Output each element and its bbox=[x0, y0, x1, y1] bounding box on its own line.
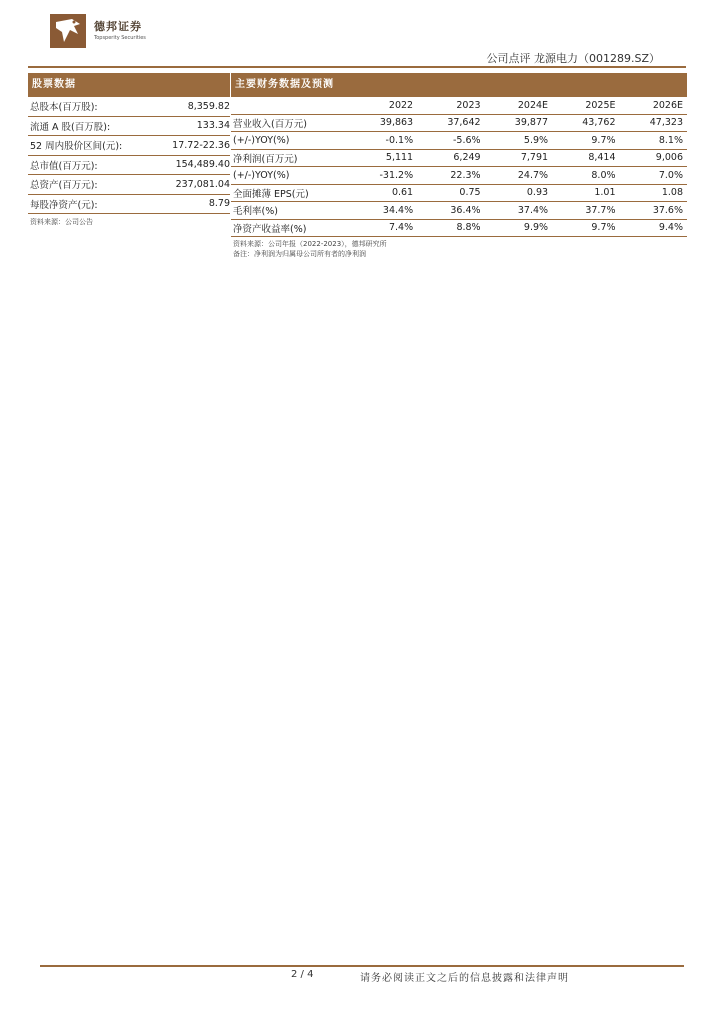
year-header-cell: 2022 bbox=[349, 97, 417, 114]
metric-value-cell: 1.01 bbox=[552, 184, 619, 202]
page-number: 2 / 4 bbox=[291, 969, 314, 980]
stock-data-value: 133.34 bbox=[196, 120, 230, 132]
company-logo bbox=[50, 14, 86, 48]
metric-value-cell: 9.7% bbox=[552, 132, 619, 150]
stock-data-label: 每股净资产(元): bbox=[30, 199, 98, 211]
metric-label: 净资产收益率(%) bbox=[231, 219, 349, 237]
stock-data-value: 154,489.40 bbox=[175, 159, 230, 171]
financials-remark: 备注：净利润为归属母公司所有者的净利润 bbox=[233, 250, 366, 258]
metric-value-cell: -31.2% bbox=[349, 167, 417, 185]
metric-label: 净利润(百万元) bbox=[231, 149, 349, 167]
metric-value-cell: 0.93 bbox=[485, 184, 552, 202]
metric-value-cell: 43,762 bbox=[552, 114, 619, 132]
footer-divider bbox=[40, 965, 684, 967]
brand-name: 德邦证券 bbox=[94, 20, 142, 33]
brand-name-en: Topsperity Securities bbox=[94, 35, 146, 41]
financials-source: 资料来源：公司年报（2022-2023），德邦研究所 bbox=[233, 240, 387, 248]
stock-data-row bbox=[28, 97, 230, 117]
stock-data-label: 52 周内股价区间(元): bbox=[30, 141, 123, 153]
metric-value-cell: 5,111 bbox=[349, 149, 417, 167]
stock-data-value: 8.79 bbox=[208, 198, 230, 210]
metric-value-cell: -5.6% bbox=[417, 132, 484, 150]
stock-data-label: 总市值(百万元): bbox=[30, 160, 98, 172]
metric-value-cell: -0.1% bbox=[349, 132, 417, 150]
metric-label: 毛利率(%) bbox=[231, 202, 349, 220]
metric-value-cell: 37,642 bbox=[417, 114, 484, 132]
header-divider bbox=[28, 66, 686, 68]
financials-row bbox=[231, 202, 687, 220]
stock-data-row bbox=[28, 117, 230, 137]
metric-value-cell: 7.4% bbox=[349, 219, 417, 237]
metric-value-cell: 47,323 bbox=[620, 114, 687, 132]
metric-label: (+/-)YOY(%) bbox=[231, 132, 349, 150]
stock-data-label: 流通 A 股(百万股): bbox=[30, 121, 111, 133]
metric-value-cell: 7.0% bbox=[620, 167, 687, 185]
metric-value-cell: 9,006 bbox=[620, 149, 687, 167]
metric-value-cell: 8.8% bbox=[417, 219, 484, 237]
metric-value-cell: 9.4% bbox=[620, 219, 687, 237]
metric-value-cell: 34.4% bbox=[349, 202, 417, 220]
metric-label: (+/-)YOY(%) bbox=[231, 167, 349, 185]
report-header-title: 公司点评 龙源电力（001289.SZ） bbox=[486, 52, 660, 65]
stock-data-label: 总资产(百万元): bbox=[30, 180, 98, 192]
metric-value-cell: 37.7% bbox=[552, 202, 619, 220]
metric-value-cell: 8,414 bbox=[552, 149, 619, 167]
metric-value-cell: 9.9% bbox=[485, 219, 552, 237]
stock-data-value: 17.72-22.36 bbox=[172, 139, 230, 151]
legal-disclaimer: 请务必阅读正文之后的信息披露和法律声明 bbox=[360, 973, 569, 984]
stock-data-value: 237,081.04 bbox=[175, 178, 230, 190]
financials-row bbox=[231, 184, 687, 202]
year-header-cell: 2026E bbox=[620, 97, 687, 114]
metric-value-cell: 24.7% bbox=[485, 167, 552, 185]
stock-data-row bbox=[28, 195, 230, 215]
financials-row bbox=[231, 114, 687, 132]
financials-row bbox=[231, 219, 687, 237]
stock-data-panel bbox=[28, 73, 230, 227]
stock-data-list bbox=[28, 97, 230, 214]
metric-value-cell: 37.4% bbox=[485, 202, 552, 220]
year-header-cell: 2024E bbox=[485, 97, 552, 114]
financials-row bbox=[231, 149, 687, 167]
metric-value-cell: 0.61 bbox=[349, 184, 417, 202]
metric-value-cell: 1.08 bbox=[620, 184, 687, 202]
stock-data-value: 8,359.82 bbox=[187, 100, 230, 112]
metric-value-cell: 5.9% bbox=[485, 132, 552, 150]
metric-value-cell: 0.75 bbox=[417, 184, 484, 202]
financials-row bbox=[231, 167, 687, 185]
metric-value-cell: 9.7% bbox=[552, 219, 619, 237]
stock-data-label: 总股本(百万股): bbox=[30, 102, 98, 114]
metric-value-cell: 39,863 bbox=[349, 114, 417, 132]
financials-year-row bbox=[231, 97, 687, 114]
year-header-cell: 2025E bbox=[552, 97, 619, 114]
financials-row bbox=[231, 132, 687, 150]
metric-label: 营业收入(百万元) bbox=[231, 114, 349, 132]
stock-data-row bbox=[28, 136, 230, 156]
stock-data-heading: 股票数据 bbox=[28, 73, 230, 97]
metric-value-cell: 8.0% bbox=[552, 167, 619, 185]
stock-data-row bbox=[28, 156, 230, 176]
financials-heading: 主要财务数据及预测 bbox=[231, 73, 687, 97]
metric-value-cell: 36.4% bbox=[417, 202, 484, 220]
metric-value-cell: 37.6% bbox=[620, 202, 687, 220]
financials-table bbox=[231, 97, 687, 237]
metric-value-cell: 7,791 bbox=[485, 149, 552, 167]
metric-value-cell: 8.1% bbox=[620, 132, 687, 150]
metric-value-cell: 39,877 bbox=[485, 114, 552, 132]
stock-data-row bbox=[28, 175, 230, 195]
year-header-cell: 2023 bbox=[417, 97, 484, 114]
financials-panel bbox=[231, 73, 687, 259]
metric-value-cell: 6,249 bbox=[417, 149, 484, 167]
metric-value-cell: 22.3% bbox=[417, 167, 484, 185]
metric-label: 全面摊薄 EPS(元) bbox=[231, 184, 349, 202]
stock-data-source: 资料来源：公司公告 bbox=[30, 218, 93, 226]
header-corner-cell bbox=[231, 97, 349, 114]
